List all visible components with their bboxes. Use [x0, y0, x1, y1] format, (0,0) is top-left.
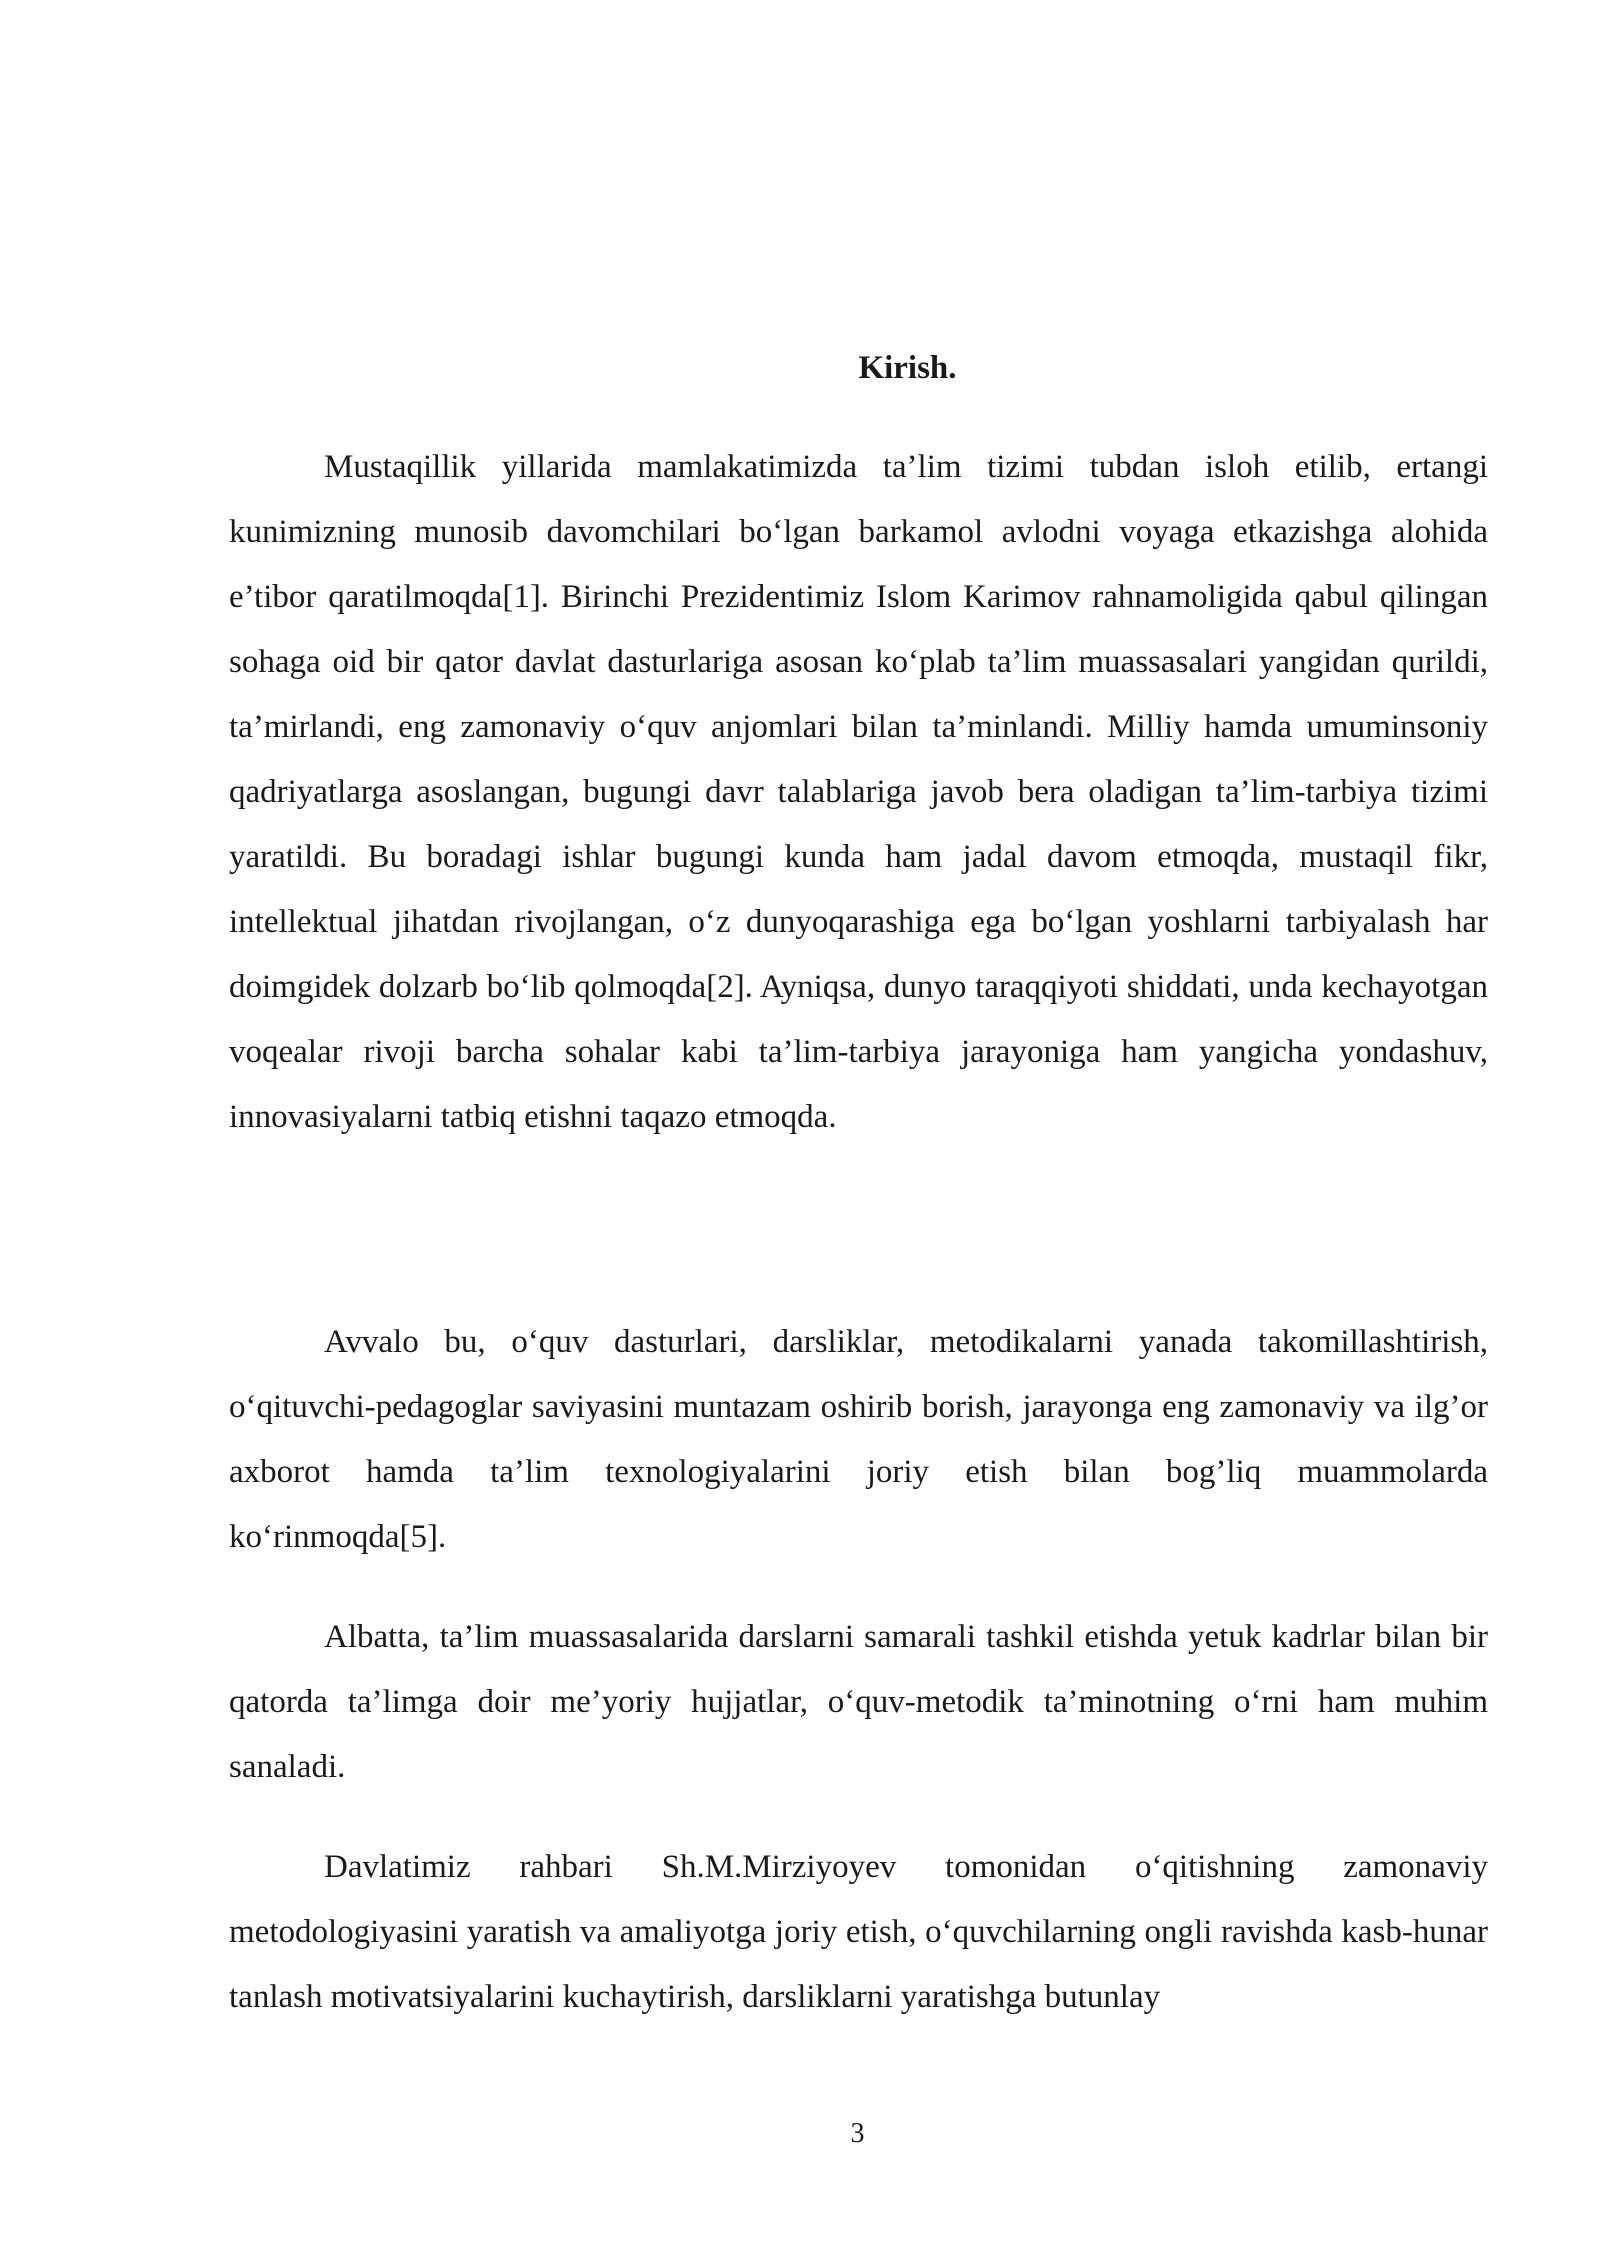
paragraph-text: Avvalo bu, o‘quv dasturlari, darsliklar, metodikalarni yanada takomillashtirish, o‘qituvchi-pedagoglar saviyasini muntazam oshirib borish, jarayonga eng zamonaviy va ilg’or axborot hamda ta’lim texnologiyalarini joriy etish bilan bog’liq muammolarda ko‘rinmoqda[5].: [229, 1324, 1488, 1555]
body-paragraph-4: [229, 1835, 1488, 2030]
body-paragraph-3: [229, 1605, 1488, 1800]
section-title: Kirish.: [858, 350, 957, 386]
page-number: 3: [850, 2118, 865, 2149]
body-paragraph-1: [229, 435, 1488, 1150]
paragraph-text: Mustaqillik yillarida mamlakatimizda ta’lim tizimi tubdan isloh etilib, ertangi kunimizning munosib davomchilari bo‘lgan barkamol avlodni voyaga etkazishga alohida e’tibor qaratilmoqda[1]. Birinchi Prezidentimiz Islom Karimov rahnamoligida qabul qilingan sohaga oid bir qator davlat dasturlariga asosan ko‘plab ta’lim muassasalari yangidan qurildi, ta’mirlandi, eng zamonaviy o‘quv anjomlari bilan ta’minlandi. Milliy hamda umuminsoniy qadriyatlarga asoslangan, bugungi davr talablariga javob bera oladigan ta’lim-tarbiya tizimi yaratildi. Bu boradagi ishlar bugungi kunda ham jadal davom etmoqda, mustaqil fikr, intellektual jihatdan rivojlangan, o‘z dunyoqarashiga ega bo‘lgan yoshlarni tarbiyalash har doimgidek dolzarb bo‘lib qolmoqda[2]. Ayniqsa, dunyo taraqqiyoti shiddati, unda kechayotgan voqealar rivoji barcha sohalar kabi ta’lim-tarbiya jarayoniga ham yangicha yondashuv, innovasiyalarni tatbiq etishni taqazo etmoqda.: [229, 449, 1488, 1135]
paragraph-text: Davlatimiz rahbari Sh.M.Mirziyoyev tomonidan o‘qitishning zamonaviy metodologiyasini yaratish va amaliyotga joriy etish, o‘quvchilarning ongli ravishda kasb-hunar tanlash motivatsiyalarini kuchaytirish, darsliklarni yaratishga butunlay: [229, 1849, 1488, 2015]
paragraph-text: Albatta, ta’lim muassasalarida darslarni samarali tashkil etishda yetuk kadrlar bilan bir qatorda ta’limga doir me’yoriy hujjatlar, o‘quv-metodik ta’minotning o‘rni ham muhim sanaladi.: [229, 1619, 1488, 1785]
body-paragraph-2: [229, 1310, 1488, 1570]
